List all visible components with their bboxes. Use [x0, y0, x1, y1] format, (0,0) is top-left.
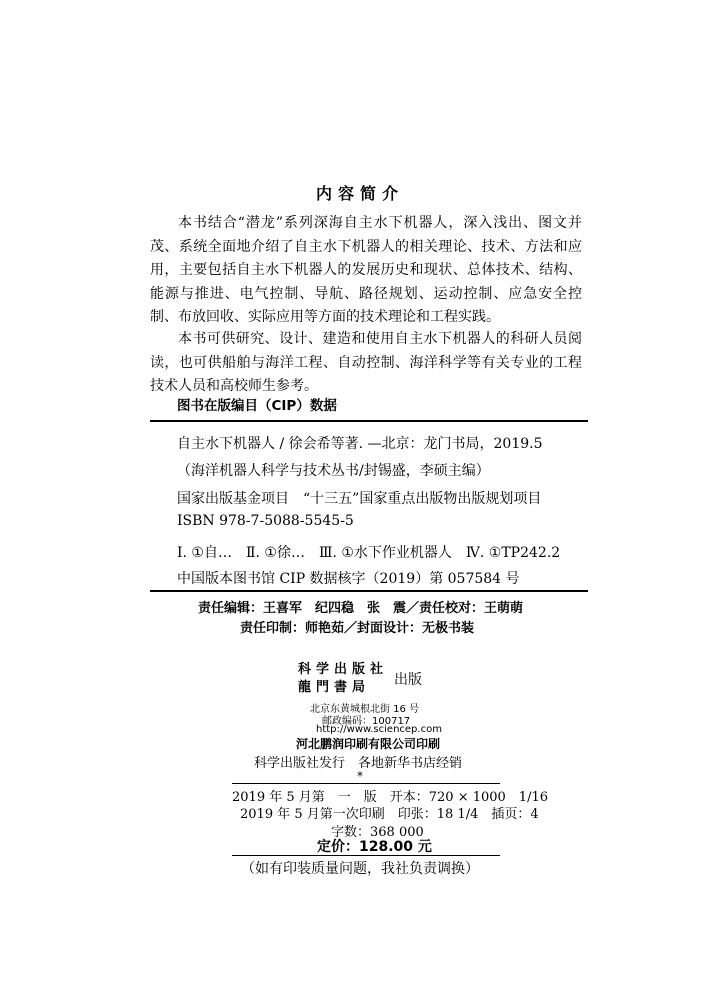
intro-paragraph-1: 本书结合“潜龙”系列深海自主水下机器人，深入浅出、图文并茂、系统全面地介绍了自主水下机器人的相关理论、技术、方法和应用，主要包括自主水下机器人的发展历史和现状、总体技术、结构、能源与推进、电气控制、导航、路径规划、运动控制、应急安全控制、布放回收、实际应用等方面的技术理论和工程实践。	[150, 215, 582, 325]
cip-line-catalog-number: 中国版本图书馆 CIP 数据核字（2019）第 057584 号	[177, 571, 520, 587]
price-rule	[232, 855, 500, 856]
publisher-logo-line-1: 科学出版社	[298, 662, 389, 677]
printer: 河北鹏润印刷有限公司印刷	[296, 737, 441, 751]
word-count: 字数：368 000	[331, 825, 424, 840]
edition-info: 2019 年 5 月第 一 版 开本：720 × 1000 1/16	[232, 790, 548, 805]
intro-paragraph-2: 本书可供研究、设计、建造和使用自主水下机器人的科研人员阅读，也可供船舶与海洋工程、自动控制、海洋科学等有关专业的工程技术人员和高校师生参考。	[150, 331, 582, 394]
publisher-website: http://www.sciencep.com	[316, 724, 442, 735]
publisher-logo	[298, 661, 388, 697]
cip-line-classification: Ⅰ. ①自… Ⅱ. ①徐… Ⅲ. ①水下作业机器人 Ⅳ. ①TP242.2	[177, 545, 561, 561]
cip-line-title: 自主水下机器人 / 徐会希等著. —北京：龙门书局，2019.5	[177, 436, 543, 452]
printing-info: 2019 年 5 月第一次印刷 印张：18 1/4 插页：4	[240, 807, 539, 822]
publisher-postcode: 邮政编码：100717	[322, 716, 411, 727]
cip-header: 图书在版编目（CIP）数据	[177, 398, 337, 414]
publication-top-rule	[232, 783, 500, 784]
cip-line-isbn: ISBN 978-7-5088-5545-5	[177, 513, 354, 529]
distribution: 科学出版社发行 各地新华书店经销	[254, 756, 463, 771]
credits-editors: 责任编辑：王喜军 纪四稳 张 震／责任校对：王萌萌	[198, 601, 524, 616]
cip-top-rule	[150, 420, 588, 422]
publish-label: 出版	[394, 672, 422, 688]
publisher-logo-line-2: 龍門書局	[298, 680, 371, 695]
publisher-address: 北京东黄城根北街 16 号	[310, 704, 420, 715]
cip-bottom-rule	[150, 590, 588, 592]
quality-note: （如有印装质量问题，我社负责调换）	[241, 861, 479, 877]
intro-title: 内容简介	[315, 184, 404, 203]
price: 定价：128.00 元	[317, 839, 432, 855]
separator-star: *	[357, 769, 363, 783]
credits-production: 责任印制：师艳茹／封面设计：无极书装	[240, 621, 475, 636]
cip-line-funding: 国家出版基金项目 “十三五”国家重点出版物出版规划项目	[177, 491, 542, 507]
cip-line-series: （海洋机器人科学与技术丛书/封锡盛，李硕主编）	[177, 463, 490, 479]
